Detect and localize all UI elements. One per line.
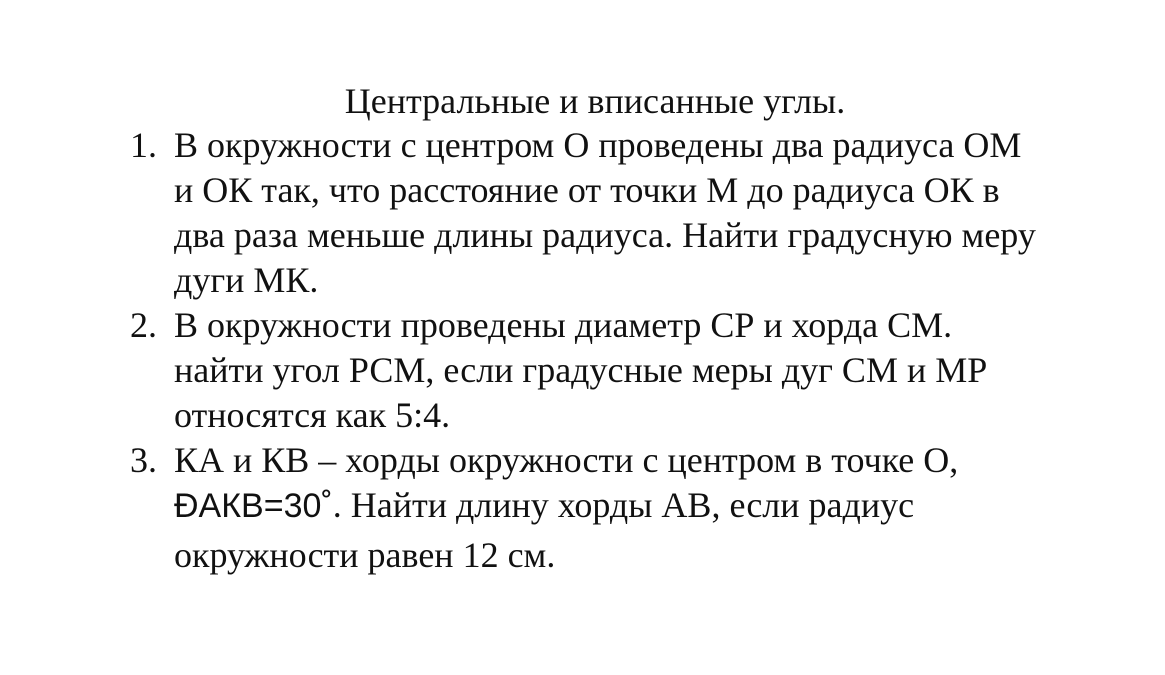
task-text — [174, 303, 1130, 438]
task-line: найти угол РСМ, если градусные меры дуг СМ и МР — [174, 350, 988, 390]
task-line: В окружности с центром О проведены два радиуса ОМ — [174, 125, 1022, 165]
task-line: дуги МК. — [174, 260, 319, 300]
angle-expression: ÐАКВ=30˚ — [174, 487, 333, 525]
task-2 — [130, 303, 1130, 438]
task-number: 3. — [130, 440, 157, 480]
task-number: 1. — [130, 125, 157, 165]
task-text — [174, 438, 1130, 578]
task-text — [174, 123, 1130, 303]
task-line: и ОК так, что расстояние от точки М до радиуса ОК в — [174, 170, 1000, 210]
task-line-rest: . Найти длину хорды АВ, если радиус — [332, 485, 915, 525]
page-title: Центральные и вписанные углы. — [344, 81, 846, 121]
task-1 — [130, 123, 1130, 303]
task-line: КА и КВ – хорды окружности с центром в точке О, — [174, 440, 959, 480]
task-line: относятся как 5:4. — [174, 395, 451, 435]
task-3 — [130, 438, 1130, 578]
task-line: В окружности проведены диаметр СР и хорда СМ. — [174, 305, 953, 345]
task-line — [174, 483, 1130, 529]
task-line: два раза меньше длины радиуса. Найти градусную меру — [174, 215, 1036, 255]
task-line: окружности равен 12 см. — [174, 535, 556, 575]
task-number: 2. — [130, 305, 157, 345]
